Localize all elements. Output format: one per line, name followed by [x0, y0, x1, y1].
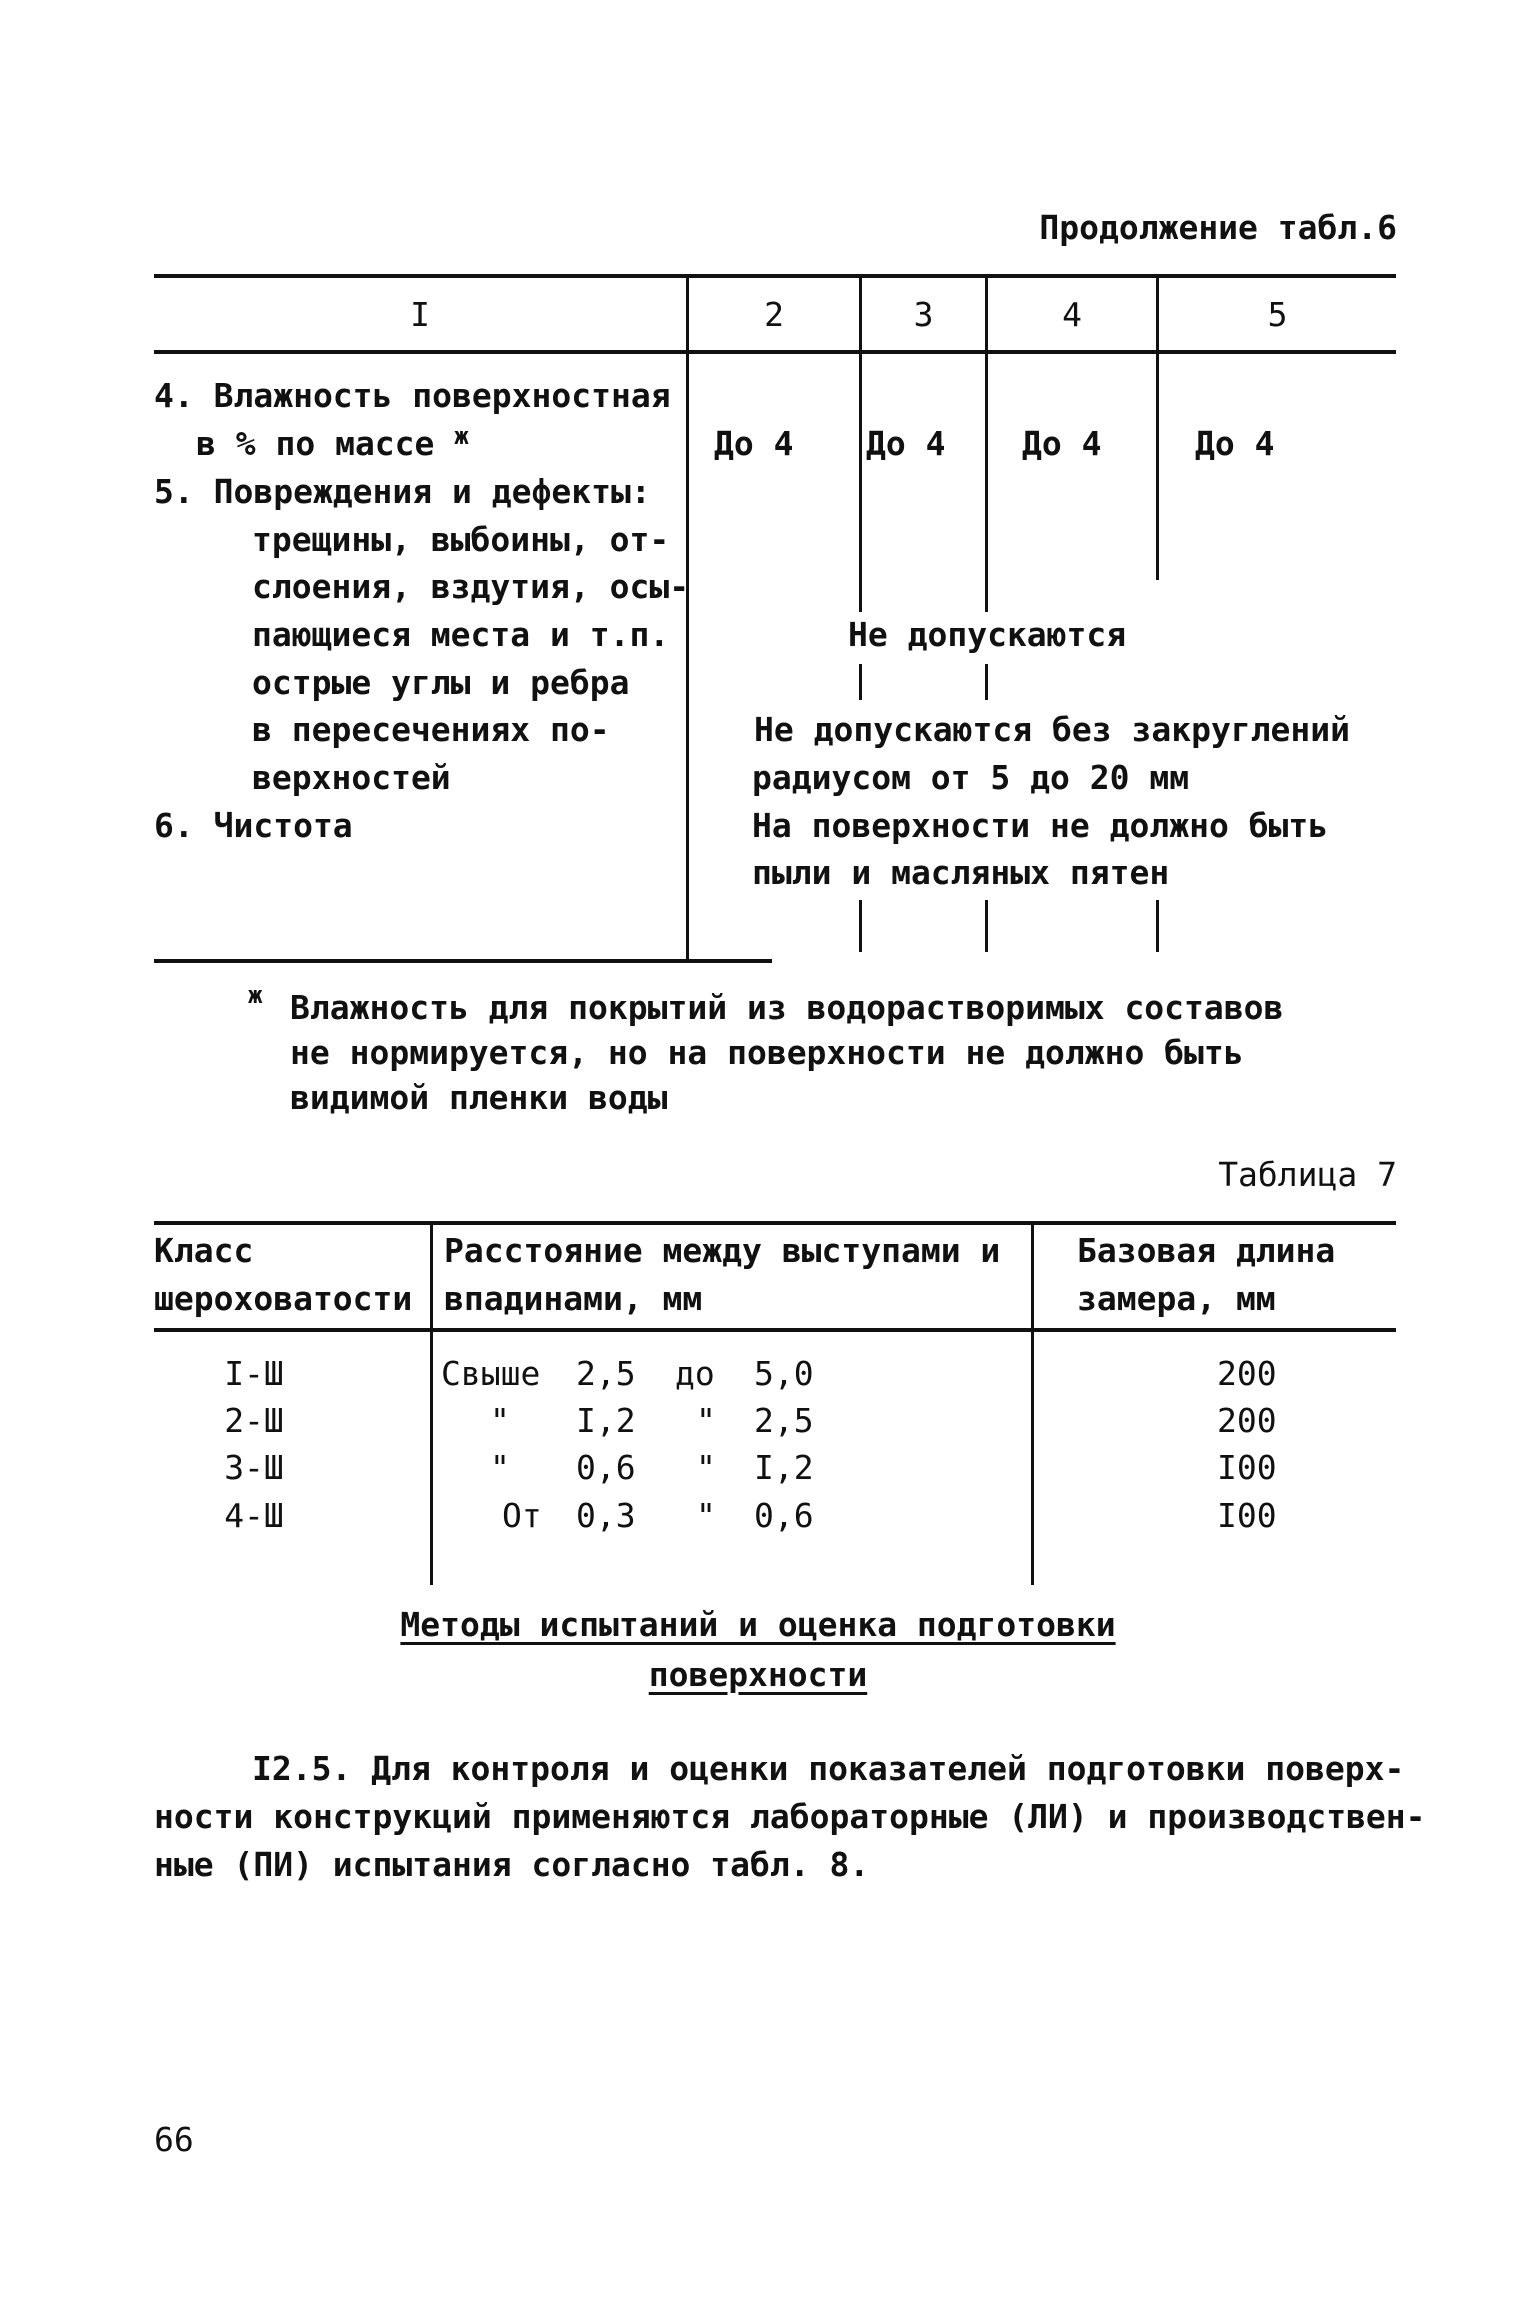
table7-header-distance: Расстояние между выступами и	[444, 1231, 1001, 1270]
table7-top-rule	[154, 1221, 1396, 1225]
table6-col-divider	[859, 900, 862, 952]
table6-header-cell: 5	[1267, 295, 1288, 334]
cell-length: I00	[1217, 1496, 1277, 1535]
footnote-line: видимой пленки воды	[290, 1078, 668, 1117]
table6-col-divider	[859, 664, 862, 700]
table6-col-divider	[1156, 900, 1159, 952]
row-damage-label: 5. Повреждения и дефекты:	[154, 472, 651, 511]
cell-sep: "	[696, 1496, 716, 1535]
cell-length: I00	[1217, 1448, 1277, 1487]
edges-value: Не допускаются без закруглений	[752, 707, 1352, 753]
moisture-value: До 4	[866, 424, 946, 463]
table6-header-cell: 3	[913, 295, 934, 334]
cell-length: 200	[1217, 1401, 1277, 1440]
cell-to: I,2	[754, 1448, 814, 1487]
table7-header-rule	[154, 1328, 1396, 1332]
row-damage-label: трещины, выбоины, от-	[252, 520, 670, 559]
footnote-line: Влажность для покрытий из водорастворимых составов	[290, 988, 1284, 1027]
table7-header-length: замера, мм	[1077, 1279, 1276, 1318]
section-heading: Методы испытаний и оценка подготовки	[400, 1605, 1116, 1644]
continuation-header: Продолжение табл.6	[1039, 208, 1397, 247]
table6-top-rule	[154, 274, 1396, 278]
table6-col-divider	[686, 276, 689, 961]
edges-value: радиусом от 5 до 20 мм	[752, 758, 1190, 797]
cleanliness-value: На поверхности не должно быть	[752, 806, 1329, 845]
cell-from: 0,6	[576, 1448, 636, 1487]
table6-header-cell: 4	[1062, 295, 1082, 334]
cell-to: 5,0	[754, 1354, 814, 1393]
cell-prefix: Свыше	[441, 1354, 541, 1393]
table7-header-length: Базовая длина	[1077, 1231, 1336, 1270]
paragraph-line: ности конструкций применяются лабораторные (ЛИ) и производствен-	[154, 1797, 1426, 1836]
table6-col-divider	[985, 900, 988, 952]
table7-header-distance: впадинами, мм	[444, 1279, 703, 1318]
footnote-marker: ж	[454, 422, 469, 450]
table7-col-divider	[1031, 1223, 1034, 1585]
cleanliness-value: пыли и масляных пятен	[752, 853, 1170, 892]
damage-value: Не допускаются	[846, 612, 1128, 658]
cell-prefix: От	[502, 1496, 542, 1535]
cell-from: 0,3	[576, 1496, 636, 1535]
cell-from: 2,5	[576, 1354, 636, 1393]
table6-col-divider	[859, 352, 862, 622]
table7-header-class: Класс	[154, 1231, 254, 1270]
row-damage-label: слоения, вздутия, осы-	[252, 567, 690, 606]
table6-col-divider	[985, 352, 988, 622]
cell-class: 3-Ш	[224, 1448, 284, 1487]
row-edges-label: острые углы и ребра	[252, 663, 630, 702]
table6-header-cell: 2	[764, 295, 784, 334]
cell-prefix: "	[490, 1401, 510, 1440]
moisture-value: До 4	[714, 424, 794, 463]
row-cleanliness-label: 6. Чистота	[154, 806, 353, 845]
table6-header-rule	[154, 350, 1396, 354]
paragraph-line: ные (ПИ) испытания согласно табл. 8.	[154, 1845, 870, 1884]
footnote-line: не нормируется, но на поверхности не должно быть	[290, 1033, 1244, 1072]
section-heading: поверхности	[648, 1655, 868, 1694]
table6-col-divider	[985, 664, 988, 700]
cell-sep: "	[696, 1401, 716, 1440]
table6-header-cell: I	[410, 295, 430, 334]
row-edges-label: в пересечениях по-	[252, 710, 610, 749]
row-edges-label: верхностей	[252, 758, 451, 797]
page-number: 66	[154, 2120, 194, 2159]
cell-to: 2,5	[754, 1401, 814, 1440]
cell-class: 2-Ш	[224, 1401, 284, 1440]
row-damage-label: пающиеся места и т.п.	[252, 615, 670, 654]
table7-header-class: шероховатости	[154, 1279, 413, 1318]
table7-title: Таблица 7	[1218, 1155, 1397, 1194]
table6-bottom-rule	[154, 959, 772, 963]
cell-class: I-Ш	[224, 1354, 284, 1393]
cell-from: I,2	[576, 1401, 636, 1440]
row-moisture-label: в % по массе $^ж$	[196, 422, 469, 463]
footnote-marker: ж	[248, 981, 263, 1009]
table6-col-divider	[1156, 352, 1159, 580]
cell-sep: до	[675, 1354, 715, 1393]
cell-sep: "	[696, 1448, 716, 1487]
cell-class: 4-Ш	[224, 1496, 284, 1535]
table7-col-divider	[430, 1223, 433, 1585]
paragraph-line: I2.5. Для контроля и оценки показателей подготовки поверх-	[252, 1749, 1405, 1788]
cell-length: 200	[1217, 1354, 1277, 1393]
moisture-value: До 4	[1195, 424, 1275, 463]
moisture-value: До 4	[1022, 424, 1102, 463]
row-moisture-label: 4. Влажность поверхностная	[154, 376, 671, 415]
cell-prefix: "	[490, 1448, 510, 1487]
cell-to: 0,6	[754, 1496, 814, 1535]
